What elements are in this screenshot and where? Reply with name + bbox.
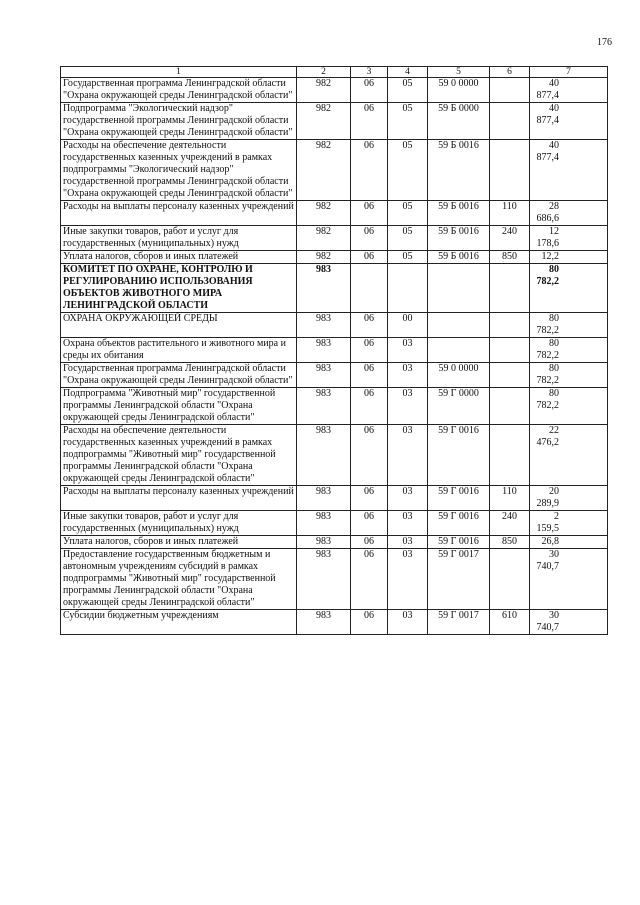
row-section-cell: 06 — [351, 103, 388, 140]
row-code-cell: 983 — [297, 363, 351, 388]
row-name-cell: Охрана объектов растительного и животного мира и среды их обитания — [61, 338, 297, 363]
row-target-cell: 59 Б 0016 — [428, 251, 490, 264]
row-subsection-cell: 05 — [388, 103, 428, 140]
row-subsection-cell: 03 — [388, 338, 428, 363]
row-expense-type-cell: 240 — [490, 226, 530, 251]
table-row — [61, 363, 608, 388]
row-amount-cell: 40 877,4 — [530, 140, 608, 201]
table-row — [61, 251, 608, 264]
table-row — [61, 264, 608, 313]
row-subsection-cell: 05 — [388, 226, 428, 251]
row-target-cell: 59 Г 0016 — [428, 486, 490, 511]
row-amount-cell: 80 782,2 — [530, 338, 608, 363]
row-target-cell: 59 Г 0016 — [428, 536, 490, 549]
row-code-cell: 983 — [297, 313, 351, 338]
row-code-cell: 983 — [297, 610, 351, 635]
row-expense-type-cell: 850 — [490, 251, 530, 264]
row-expense-type-cell: 850 — [490, 536, 530, 549]
row-section-cell: 06 — [351, 313, 388, 338]
table-header-row — [61, 67, 608, 78]
row-section-cell: 06 — [351, 140, 388, 201]
row-name-cell: Расходы на выплаты персоналу казенных учреждений — [61, 201, 297, 226]
row-amount-cell: 12,2 — [530, 251, 608, 264]
row-expense-type-cell — [490, 78, 530, 103]
row-code-cell: 983 — [297, 388, 351, 425]
row-subsection-cell: 05 — [388, 201, 428, 226]
row-amount-cell: 80 782,2 — [530, 388, 608, 425]
row-code-cell: 982 — [297, 140, 351, 201]
row-expense-type-cell: 110 — [490, 201, 530, 226]
row-name-cell: Расходы на обеспечение деятельности государственных казенных учреждений в рамках подпрограммы "Экологический надзор" государственной программы Ленинградской области "Охрана окружающей среды Ленинградской области" — [61, 140, 297, 201]
row-code-cell: 983 — [297, 264, 351, 313]
row-name-cell: Государственная программа Ленинградской области "Охрана окружающей среды Ленинградской области" — [61, 78, 297, 103]
table-row — [61, 201, 608, 226]
row-amount-cell: 12 178,6 — [530, 226, 608, 251]
row-target-cell: 59 Г 0016 — [428, 425, 490, 486]
row-expense-type-cell — [490, 140, 530, 201]
row-name-cell: Расходы на выплаты персоналу казенных учреждений — [61, 486, 297, 511]
row-target-cell: 59 Г 0017 — [428, 610, 490, 635]
row-subsection-cell: 03 — [388, 536, 428, 549]
row-expense-type-cell — [490, 549, 530, 610]
row-target-cell: 59 Б 0000 — [428, 103, 490, 140]
row-code-cell: 983 — [297, 486, 351, 511]
row-subsection-cell: 03 — [388, 549, 428, 610]
row-section-cell: 06 — [351, 78, 388, 103]
row-subsection-cell: 00 — [388, 313, 428, 338]
row-code-cell: 983 — [297, 549, 351, 610]
column-header: 3 — [351, 67, 388, 78]
row-amount-cell: 30 740,7 — [530, 549, 608, 610]
row-section-cell: 06 — [351, 536, 388, 549]
page-number: 176 — [597, 37, 612, 48]
table-row — [61, 486, 608, 511]
row-target-cell — [428, 338, 490, 363]
row-amount-cell: 40 877,4 — [530, 103, 608, 140]
row-amount-cell: 26,8 — [530, 536, 608, 549]
row-expense-type-cell — [490, 425, 530, 486]
row-expense-type-cell: 610 — [490, 610, 530, 635]
table-row — [61, 338, 608, 363]
row-section-cell: 06 — [351, 549, 388, 610]
row-expense-type-cell — [490, 338, 530, 363]
row-name-cell: ОХРАНА ОКРУЖАЮЩЕЙ СРЕДЫ — [61, 313, 297, 338]
row-code-cell: 982 — [297, 103, 351, 140]
table-row — [61, 610, 608, 635]
row-target-cell: 59 Б 0016 — [428, 201, 490, 226]
column-header: 2 — [297, 67, 351, 78]
row-amount-cell: 20 289,9 — [530, 486, 608, 511]
budget-table — [60, 66, 608, 635]
row-target-cell: 59 0 0000 — [428, 78, 490, 103]
row-expense-type-cell — [490, 363, 530, 388]
column-header: 1 — [61, 67, 297, 78]
column-header: 5 — [428, 67, 490, 78]
row-subsection-cell: 03 — [388, 363, 428, 388]
row-subsection-cell: 05 — [388, 140, 428, 201]
row-amount-cell: 80 782,2 — [530, 363, 608, 388]
table-row — [61, 313, 608, 338]
row-section-cell: 06 — [351, 511, 388, 536]
row-name-cell: Предоставление государственным бюджетным и автономным учреждениям субсидий в рамках подпрограммы "Животный мир" государственной программы Ленинградской области "Охрана окружающей среды Ленинградской области" — [61, 549, 297, 610]
table-row — [61, 549, 608, 610]
row-section-cell: 06 — [351, 425, 388, 486]
row-code-cell: 983 — [297, 425, 351, 486]
row-expense-type-cell — [490, 103, 530, 140]
table-row — [61, 226, 608, 251]
row-name-cell: Уплата налогов, сборов и иных платежей — [61, 251, 297, 264]
row-code-cell: 982 — [297, 226, 351, 251]
row-subsection-cell — [388, 264, 428, 313]
row-section-cell: 06 — [351, 251, 388, 264]
table-row — [61, 78, 608, 103]
row-expense-type-cell: 110 — [490, 486, 530, 511]
row-amount-cell: 40 877,4 — [530, 78, 608, 103]
row-subsection-cell: 03 — [388, 511, 428, 536]
row-expense-type-cell — [490, 388, 530, 425]
row-target-cell: 59 Б 0016 — [428, 226, 490, 251]
table-row — [61, 536, 608, 549]
row-target-cell: 59 Г 0016 — [428, 511, 490, 536]
row-target-cell: 59 0 0000 — [428, 363, 490, 388]
row-name-cell: КОМИТЕТ ПО ОХРАНЕ, КОНТРОЛЮ И РЕГУЛИРОВАНИЮ ИСПОЛЬЗОВАНИЯ ОБЪЕКТОВ ЖИВОТНОГО МИРА ЛЕНИНГРАДСКОЙ ОБЛАСТИ — [61, 264, 297, 313]
row-section-cell: 06 — [351, 338, 388, 363]
row-amount-cell: 30 740,7 — [530, 610, 608, 635]
row-code-cell: 982 — [297, 251, 351, 264]
row-subsection-cell: 03 — [388, 610, 428, 635]
table-row — [61, 140, 608, 201]
row-amount-cell: 22 476,2 — [530, 425, 608, 486]
column-header: 4 — [388, 67, 428, 78]
row-expense-type-cell — [490, 313, 530, 338]
row-code-cell: 983 — [297, 338, 351, 363]
row-amount-cell: 2 159,5 — [530, 511, 608, 536]
table-row — [61, 388, 608, 425]
row-name-cell: Подпрограмма "Животный мир" государственной программы Ленинградской области "Охрана окружающей среды Ленинградской области" — [61, 388, 297, 425]
row-code-cell: 982 — [297, 201, 351, 226]
row-target-cell: 59 Г 0017 — [428, 549, 490, 610]
row-section-cell — [351, 264, 388, 313]
column-header: 6 — [490, 67, 530, 78]
table-row — [61, 425, 608, 486]
row-code-cell: 983 — [297, 511, 351, 536]
row-expense-type-cell: 240 — [490, 511, 530, 536]
row-code-cell: 982 — [297, 78, 351, 103]
row-target-cell: 59 Г 0000 — [428, 388, 490, 425]
row-section-cell: 06 — [351, 201, 388, 226]
row-name-cell: Уплата налогов, сборов и иных платежей — [61, 536, 297, 549]
row-amount-cell: 80 782,2 — [530, 264, 608, 313]
row-name-cell: Иные закупки товаров, работ и услуг для государственных (муниципальных) нужд — [61, 226, 297, 251]
row-subsection-cell: 05 — [388, 78, 428, 103]
row-section-cell: 06 — [351, 486, 388, 511]
row-section-cell: 06 — [351, 388, 388, 425]
row-subsection-cell: 03 — [388, 486, 428, 511]
column-header: 7 — [530, 67, 608, 78]
table-row — [61, 103, 608, 140]
row-expense-type-cell — [490, 264, 530, 313]
row-amount-cell: 28 686,6 — [530, 201, 608, 226]
row-section-cell: 06 — [351, 610, 388, 635]
row-name-cell: Иные закупки товаров, работ и услуг для государственных (муниципальных) нужд — [61, 511, 297, 536]
row-subsection-cell: 03 — [388, 388, 428, 425]
row-name-cell: Расходы на обеспечение деятельности государственных казенных учреждений в рамках подпрограммы "Животный мир" государственной программы Ленинградской области "Охрана окружающей среды Ленинградской области" — [61, 425, 297, 486]
row-target-cell: 59 Б 0016 — [428, 140, 490, 201]
row-target-cell — [428, 313, 490, 338]
row-name-cell: Субсидии бюджетным учреждениям — [61, 610, 297, 635]
row-subsection-cell: 05 — [388, 251, 428, 264]
table-row — [61, 511, 608, 536]
row-amount-cell: 80 782,2 — [530, 313, 608, 338]
row-name-cell: Государственная программа Ленинградской области "Охрана окружающей среды Ленинградской области" — [61, 363, 297, 388]
row-code-cell: 983 — [297, 536, 351, 549]
row-section-cell: 06 — [351, 226, 388, 251]
row-name-cell: Подпрограмма "Экологический надзор" государственной программы Ленинградской области "Охрана окружающей среды Ленинградской области" — [61, 103, 297, 140]
row-subsection-cell: 03 — [388, 425, 428, 486]
row-section-cell: 06 — [351, 363, 388, 388]
row-target-cell — [428, 264, 490, 313]
